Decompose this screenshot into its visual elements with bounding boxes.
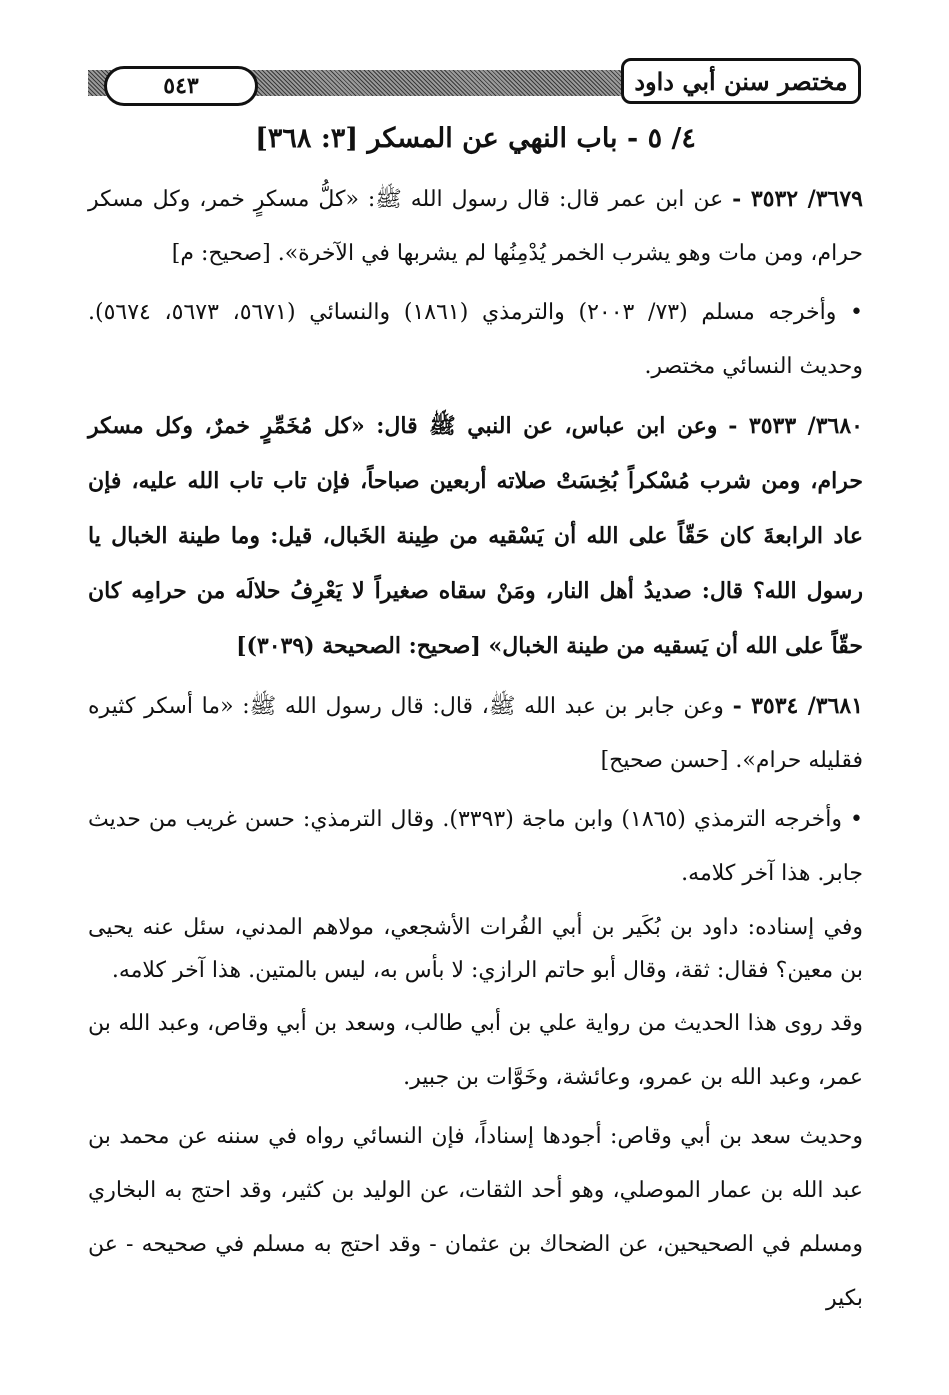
chapter-title: ٤/ ٥ - باب النهي عن المسكر [٣: ٣٦٨] [255, 123, 696, 154]
hadith-3679 [88, 172, 863, 281]
page-body [88, 118, 863, 1331]
hadith-3680 [88, 399, 863, 674]
hadith-text: وعن ابن عباس، عن النبي ﷺ قال: «كل مُخَمِّرٍ خمرٌ، وكل مسكر حرام، ومن شرب مُسْكراً بُخِسَتْ صلاته أربعين صباحاً، فإن تاب تاب الله عليه، فإن عاد الرابعةَ كان حَقّاً على الله أن يَسْقيه من طِينة الخَبال، قيل: وما طينة الخبال يا رسول الله؟ قال: صديدُ أهل النار، ومَنْ سقاه صغيراً لا يَعْرِفُ حلالَه من حرامِه كان حقّاً على الله أن يَسقيه من طينة الخبال» [صحيح: الصحيحة (٣٠٣٩)] [88, 413, 863, 659]
commentary-paragraph: وفي إسناده: داود بن بُكَير بن أبي الفُرات الأشجعي، مولاهم المدني، سئل عنه يحيى بن معين؟ فقال: ثقة، وقال أبو حاتم الرازي: لا بأس به، ليس بالمتين. هذا آخر كلامه. [88, 915, 863, 983]
hadith-number: ٣٦٧٩/ ٣٥٣٢ - [732, 186, 863, 212]
page-number: ٥٤٣ [104, 66, 258, 106]
hadith-text: عن ابن عمر قال: قال رسول الله ﷺ: «كلُّ مسكرٍ خمر، وكل مسكر حرام، ومن مات وهو يشرب الخمر يُدْمِنُها لم يشربها في الآخرة». [صحيح: م] [88, 187, 863, 266]
hadith-number: ٣٦٨١/ ٣٥٣٤ - [732, 693, 864, 719]
hadith-note: • وأخرجه الترمذي (١٨٦٥) وابن ماجة (٣٣٩٣). وقال الترمذي: حسن غريب من حديث جابر. هذا آخر كلامه. [88, 807, 863, 886]
hadith-note: • وأخرجه مسلم (٧٣/ ٢٠٠٣) والترمذي (١٨٦١) والنسائي (٥٦٧١، ٥٦٧٣، ٥٦٧٤). وحديث النسائي مختصر. [88, 300, 863, 379]
commentary-paragraph: وقد روى هذا الحديث من رواية علي بن أبي طالب، وسعد بن أبي وقاص، وعبد الله بن عمر، وعبد الله بن عمرو، وعائشة، وخَوَّات بن جبير. [88, 1011, 863, 1090]
book-title: مختصر سنن أبي داود [621, 58, 861, 104]
commentary-paragraph: وحديث سعد بن أبي وقاص: أجودها إسناداً، فإن النسائي رواه في سننه عن محمد بن عبد الله بن عمار الموصلي، وهو أحد الثقات، عن الوليد بن كثير، وقد احتج به البخاري ومسلم في الصحيحين، عن الضحاك بن عثمان - وقد احتج به مسلم في صحيحه - عن بكير [88, 1124, 863, 1311]
page-header [88, 58, 861, 108]
hadith-text: وعن جابر بن عبد الله ﷺ، قال: قال رسول الله ﷺ: «ما أسكر كثيره فقليله حرام». [حسن صحيح] [88, 694, 863, 773]
hadith-number: ٣٦٨٠/ ٣٥٣٣ - [728, 413, 863, 439]
hadith-3681 [88, 679, 863, 788]
